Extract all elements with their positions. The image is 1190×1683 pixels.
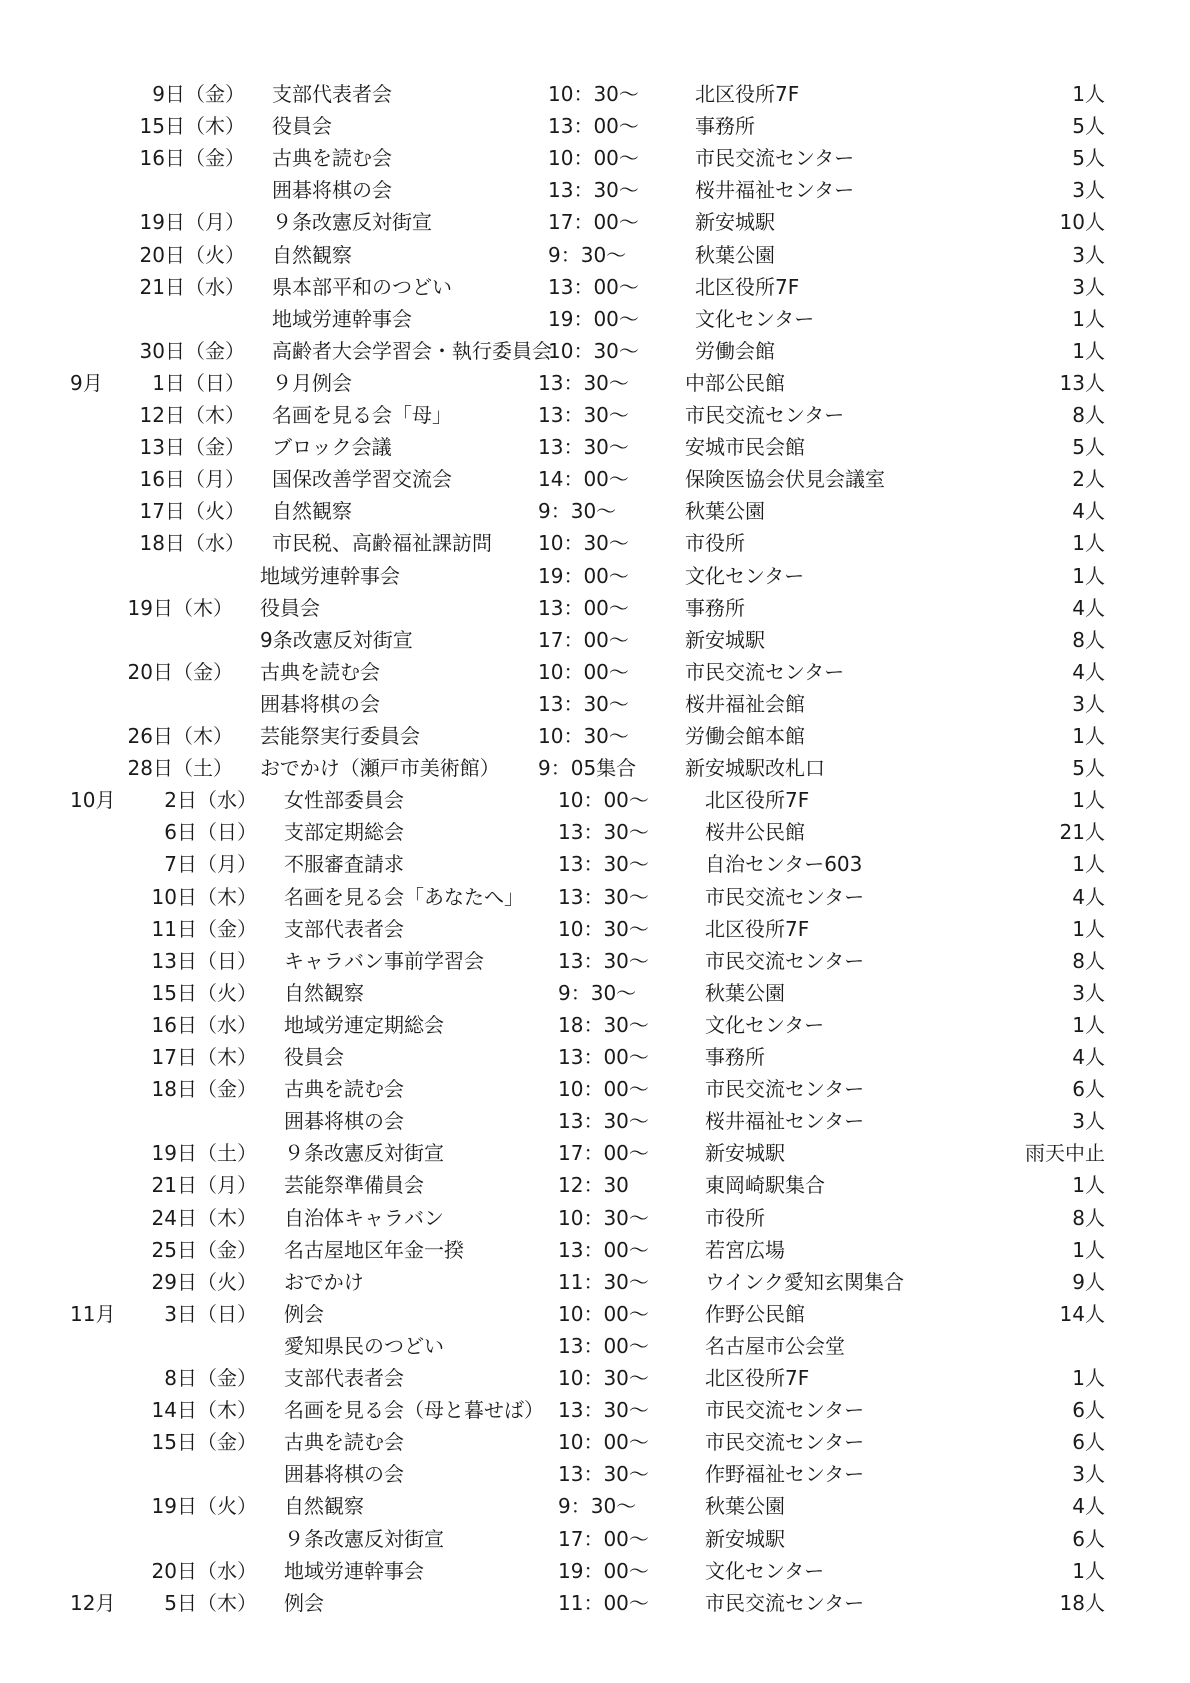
event-time: 13：30～ xyxy=(558,948,649,973)
month-label: 10月 xyxy=(70,788,116,813)
schedule-row xyxy=(0,1266,1190,1298)
date-cell: 21日（水） xyxy=(139,274,245,299)
attendee-count: 3人 xyxy=(1072,178,1105,203)
date-cell: 14日（木） xyxy=(151,1398,257,1423)
event-place: 市民交流センター xyxy=(685,659,845,684)
event-place: 市民交流センター xyxy=(685,403,845,427)
event-time: 13：30～ xyxy=(558,820,649,845)
schedule-row xyxy=(0,239,1190,271)
event-name: ９条改憲反対街宣 xyxy=(284,1526,444,1551)
attendee-count: 6人 xyxy=(1072,1077,1105,1102)
event-time: 14：00～ xyxy=(538,467,629,492)
event-place: 秋葉公園 xyxy=(705,980,785,1005)
event-name: 名画を見る会「あなたへ」 xyxy=(284,884,524,909)
schedule-row xyxy=(0,1009,1190,1041)
event-name: 愛知県民のつどい xyxy=(284,1333,444,1358)
schedule-row xyxy=(0,624,1190,656)
event-time: 10：00～ xyxy=(558,1301,649,1326)
event-time: 13：30～ xyxy=(558,884,649,909)
event-name: キャラバン事前学習会 xyxy=(284,948,484,973)
event-place: 文化センター xyxy=(685,563,805,588)
event-time: 10：00～ xyxy=(548,146,639,171)
event-name: 自然観察 xyxy=(284,980,364,1005)
event-name: 地域労連幹事会 xyxy=(260,563,400,588)
attendee-count: 1人 xyxy=(1072,1012,1105,1037)
event-place: 市民交流センター xyxy=(705,1077,865,1102)
event-place: 新安城駅改札口 xyxy=(685,756,825,781)
event-place: 文化センター xyxy=(705,1558,825,1583)
date-cell: 10日（木） xyxy=(151,884,257,909)
attendee-count: 1人 xyxy=(1072,1558,1105,1583)
date-cell: 19日（火） xyxy=(151,1494,257,1519)
event-name: 自然観察 xyxy=(272,242,352,267)
attendee-count: 5人 xyxy=(1072,435,1105,460)
attendee-count: 1人 xyxy=(1072,82,1105,106)
event-time: 13：30～ xyxy=(548,178,639,203)
attendee-count: 13人 xyxy=(1059,370,1105,395)
schedule-row xyxy=(0,1330,1190,1362)
event-name: 囲碁将棋の会 xyxy=(284,1109,404,1134)
attendee-count: 3人 xyxy=(1072,691,1105,716)
attendee-count: 6人 xyxy=(1072,1430,1105,1455)
event-name: おでかけ xyxy=(284,1269,364,1294)
schedule-row xyxy=(0,720,1190,752)
event-place: 市民交流センター xyxy=(705,1430,865,1455)
event-time: 17：00～ xyxy=(548,210,639,235)
schedule-row xyxy=(0,560,1190,592)
event-name: 古典を読む会 xyxy=(260,659,380,684)
event-time: 13：30～ xyxy=(538,370,629,395)
schedule-row xyxy=(0,271,1190,303)
attendee-count: 4人 xyxy=(1072,1494,1105,1519)
date-cell: 16日（月） xyxy=(139,467,245,492)
attendee-count: 10人 xyxy=(1059,210,1105,235)
event-place: 新安城駅 xyxy=(705,1526,785,1551)
event-place: 若宮広場 xyxy=(705,1237,785,1262)
event-time: 13：00～ xyxy=(558,1333,649,1358)
schedule-row xyxy=(0,399,1190,431)
event-name: 女性部委員会 xyxy=(284,788,404,813)
event-name: 不服審査請求 xyxy=(284,852,404,877)
event-time: 13：30～ xyxy=(538,403,629,427)
date-cell: 30日（金） xyxy=(139,338,245,363)
schedule-row xyxy=(0,1202,1190,1234)
attendee-count: 1人 xyxy=(1072,1366,1105,1390)
event-time: 11：30～ xyxy=(558,1269,649,1294)
schedule-row xyxy=(0,174,1190,206)
attendee-count: 1人 xyxy=(1072,306,1105,331)
event-name: 国保改善学習交流会 xyxy=(272,467,452,492)
schedule-row xyxy=(0,1105,1190,1137)
attendee-count: 1人 xyxy=(1072,338,1105,363)
schedule-row xyxy=(0,527,1190,559)
event-name: 高齢者大会学習会・執行委員会 xyxy=(272,338,552,363)
event-place: 桜井福祉センター xyxy=(705,1109,865,1134)
event-place: 事務所 xyxy=(705,1045,765,1069)
schedule-row xyxy=(0,688,1190,720)
event-place: 事務所 xyxy=(685,595,745,620)
event-name: 囲碁将棋の会 xyxy=(284,1462,404,1487)
event-time: 13：30～ xyxy=(558,1109,649,1134)
event-name: 地域労連定期総会 xyxy=(284,1012,444,1037)
schedule-row xyxy=(0,784,1190,816)
event-time: 10：00～ xyxy=(558,1077,649,1102)
event-time: 17：00～ xyxy=(558,1141,649,1166)
event-time: 13：00～ xyxy=(548,274,639,299)
event-time: 10：30～ xyxy=(558,1366,649,1390)
date-cell: 25日（金） xyxy=(151,1237,257,1262)
event-time: 10：30～ xyxy=(558,916,649,941)
attendee-count: 8人 xyxy=(1072,948,1105,973)
event-time: 18：30～ xyxy=(558,1012,649,1037)
event-time: 10：00～ xyxy=(558,1430,649,1455)
event-place: ウインク愛知玄関集合 xyxy=(705,1269,904,1294)
date-cell: 13日（日） xyxy=(151,948,257,973)
attendee-count: 5人 xyxy=(1072,114,1105,139)
event-time: 9：30～ xyxy=(538,499,617,524)
month-label: 11月 xyxy=(70,1301,116,1326)
attendee-count: 3人 xyxy=(1072,1462,1105,1487)
schedule-row xyxy=(0,977,1190,1009)
schedule-row xyxy=(0,913,1190,945)
event-name: 例会 xyxy=(284,1301,324,1326)
date-cell: 24日（木） xyxy=(151,1205,257,1230)
event-time: 11：00～ xyxy=(558,1590,649,1615)
event-place: 名古屋市公会堂 xyxy=(705,1333,845,1358)
event-name: 役員会 xyxy=(284,1045,344,1069)
event-name: 9条改憲反対街宣 xyxy=(260,627,413,652)
event-place: 文化センター xyxy=(695,306,815,331)
event-place: 北区役所7F xyxy=(695,82,800,106)
event-name: 囲碁将棋の会 xyxy=(260,691,380,716)
schedule-row xyxy=(0,1587,1190,1619)
date-cell: 17日（木） xyxy=(151,1045,257,1069)
attendee-count: 雨天中止 xyxy=(1025,1141,1105,1166)
schedule-row xyxy=(0,367,1190,399)
event-place: 市民交流センター xyxy=(695,146,855,171)
event-name: 例会 xyxy=(284,1590,324,1615)
event-name: 芸能祭実行委員会 xyxy=(260,724,420,748)
event-name: ９条改憲反対街宣 xyxy=(284,1141,444,1166)
event-time: 17：00～ xyxy=(558,1526,649,1551)
attendee-count: 1人 xyxy=(1072,724,1105,748)
schedule-row xyxy=(0,1298,1190,1330)
event-place: 秋葉公園 xyxy=(695,242,775,267)
event-time: 13：30～ xyxy=(558,1462,649,1487)
date-cell: 1日（日） xyxy=(152,370,245,395)
schedule-row xyxy=(0,881,1190,913)
event-place: 市民交流センター xyxy=(705,1398,865,1423)
event-name: 自治体キャラバン xyxy=(284,1205,444,1230)
date-cell: 15日（火） xyxy=(151,980,257,1005)
attendee-count: 8人 xyxy=(1072,1205,1105,1230)
event-place: 市民交流センター xyxy=(705,884,865,909)
event-place: 市役所 xyxy=(685,531,745,556)
date-cell: 26日（木） xyxy=(127,724,233,748)
event-place: 自治センター603 xyxy=(705,852,863,877)
date-cell: 20日（水） xyxy=(151,1558,257,1583)
event-place: 北区役所7F xyxy=(695,274,800,299)
event-place: 作野福祉センター xyxy=(705,1462,865,1487)
event-time: 10：00～ xyxy=(538,659,629,684)
event-time: 19：00～ xyxy=(548,306,639,331)
attendee-count: 18人 xyxy=(1059,1590,1105,1615)
event-place: 秋葉公園 xyxy=(685,499,765,524)
attendee-count: 1人 xyxy=(1072,916,1105,941)
event-time: 13：00～ xyxy=(548,114,639,139)
attendee-count: 1人 xyxy=(1072,531,1105,556)
date-cell: 6日（日） xyxy=(164,820,257,845)
event-place: 桜井公民館 xyxy=(705,820,805,845)
month-label: 12月 xyxy=(70,1590,116,1615)
event-name: ９月例会 xyxy=(272,370,352,395)
event-place: 北区役所7F xyxy=(705,916,810,941)
date-cell: 7日（月） xyxy=(164,852,257,877)
event-time: 13：00～ xyxy=(538,595,629,620)
date-cell: 16日（金） xyxy=(139,146,245,171)
schedule-row xyxy=(0,1137,1190,1169)
attendee-count: 4人 xyxy=(1072,499,1105,524)
schedule-row xyxy=(0,335,1190,367)
schedule-row xyxy=(0,431,1190,463)
attendee-count: 2人 xyxy=(1072,467,1105,492)
attendee-count: 5人 xyxy=(1072,756,1105,781)
event-name: 支部代表者会 xyxy=(284,916,404,941)
event-place: 新安城駅 xyxy=(695,210,775,235)
schedule-row xyxy=(0,78,1190,110)
schedule-row xyxy=(0,1362,1190,1394)
date-cell: 16日（水） xyxy=(151,1012,257,1037)
date-cell: 19日（月） xyxy=(139,210,245,235)
event-name: 支部代表者会 xyxy=(284,1366,404,1390)
event-time: 10：30～ xyxy=(558,1205,649,1230)
attendee-count: 1人 xyxy=(1072,563,1105,588)
event-time: 10：30～ xyxy=(548,338,639,363)
date-cell: 17日（火） xyxy=(139,499,245,524)
event-time: 12：30 xyxy=(558,1173,629,1198)
event-time: 13：30～ xyxy=(538,691,629,716)
date-cell: 18日（水） xyxy=(139,531,245,556)
event-place: 市役所 xyxy=(705,1205,765,1230)
event-place: 安城市民会館 xyxy=(685,435,805,460)
event-name: 囲碁将棋の会 xyxy=(272,178,392,203)
event-name: 役員会 xyxy=(272,114,332,139)
event-time: 13：30～ xyxy=(538,435,629,460)
schedule-row xyxy=(0,206,1190,238)
date-cell: 28日（土） xyxy=(127,756,233,781)
schedule-row xyxy=(0,110,1190,142)
event-name: 古典を読む会 xyxy=(284,1430,404,1455)
schedule-row xyxy=(0,1426,1190,1458)
attendee-count: 4人 xyxy=(1072,595,1105,620)
attendee-count: 6人 xyxy=(1072,1398,1105,1423)
event-place: 事務所 xyxy=(695,114,755,139)
event-name: 市民税、高齢福祉課訪問 xyxy=(272,531,492,556)
date-cell: 21日（月） xyxy=(151,1173,257,1198)
event-time: 17：00～ xyxy=(538,627,629,652)
event-time: 10：30～ xyxy=(538,724,629,748)
date-cell: 12日（木） xyxy=(139,403,245,427)
event-time: 9：30～ xyxy=(558,1494,637,1519)
schedule-row xyxy=(0,752,1190,784)
attendee-count: 4人 xyxy=(1072,1045,1105,1069)
event-place: 労働会館本館 xyxy=(685,724,805,748)
event-place: 新安城駅 xyxy=(705,1141,785,1166)
schedule-row xyxy=(0,1490,1190,1522)
attendee-count: 21人 xyxy=(1059,820,1105,845)
schedule-row xyxy=(0,945,1190,977)
schedule-row xyxy=(0,1041,1190,1073)
date-cell: 15日（金） xyxy=(151,1430,257,1455)
schedule-row xyxy=(0,463,1190,495)
event-time: 13：00～ xyxy=(558,1045,649,1069)
event-time: 13：00～ xyxy=(558,1237,649,1262)
event-time: 9：30～ xyxy=(548,242,627,267)
event-place: 文化センター xyxy=(705,1012,825,1037)
attendee-count: 1人 xyxy=(1072,852,1105,877)
event-time: 9：05集合 xyxy=(538,756,637,781)
event-name: おでかけ（瀬戸市美術館） xyxy=(260,756,500,781)
attendee-count: 3人 xyxy=(1072,1109,1105,1134)
event-name: 自然観察 xyxy=(272,499,352,524)
event-place: 労働会館 xyxy=(695,338,775,363)
date-cell: 19日（土） xyxy=(151,1141,257,1166)
event-time: 10：30～ xyxy=(548,82,639,106)
schedule-row xyxy=(0,1555,1190,1587)
attendee-count: 14人 xyxy=(1059,1301,1105,1326)
event-name: 名画を見る会「母」 xyxy=(272,403,452,427)
event-name: 地域労連幹事会 xyxy=(284,1558,424,1583)
schedule-row xyxy=(0,1523,1190,1555)
attendee-count: 5人 xyxy=(1072,146,1105,171)
event-place: 市民交流センター xyxy=(705,948,865,973)
event-place: 東岡崎駅集合 xyxy=(705,1173,825,1198)
schedule-row xyxy=(0,495,1190,527)
attendee-count: 6人 xyxy=(1072,1526,1105,1551)
event-name: ９条改憲反対街宣 xyxy=(272,210,432,235)
event-place: 北区役所7F xyxy=(705,788,810,813)
date-cell: 2日（水） xyxy=(164,788,257,813)
attendee-count: 1人 xyxy=(1072,1173,1105,1198)
attendee-count: 4人 xyxy=(1072,884,1105,909)
event-name: 古典を読む会 xyxy=(284,1077,404,1102)
event-name: 古典を読む会 xyxy=(272,146,392,171)
event-time: 19：00～ xyxy=(558,1558,649,1583)
event-place: 桜井福祉会館 xyxy=(685,691,805,716)
event-name: 支部定期総会 xyxy=(284,820,404,845)
event-place: 保険医協会伏見会議室 xyxy=(685,467,885,492)
event-time: 19：00～ xyxy=(538,563,629,588)
event-name: ブロック会議 xyxy=(272,435,392,460)
date-cell: 8日（金） xyxy=(164,1366,257,1390)
event-place: 桜井福祉センター xyxy=(695,178,855,203)
attendee-count: 9人 xyxy=(1072,1269,1105,1294)
date-cell: 13日（金） xyxy=(139,435,245,460)
date-cell: 20日（火） xyxy=(139,242,245,267)
event-place: 秋葉公園 xyxy=(705,1494,785,1519)
event-place: 作野公民館 xyxy=(705,1301,805,1326)
event-name: 名画を見る会（母と暮せば） xyxy=(284,1398,544,1423)
attendee-count: 1人 xyxy=(1072,1237,1105,1262)
event-name: 芸能祭準備員会 xyxy=(284,1173,424,1198)
attendee-count: 4人 xyxy=(1072,659,1105,684)
event-place: 新安城駅 xyxy=(685,627,765,652)
schedule-row xyxy=(0,592,1190,624)
attendee-count: 3人 xyxy=(1072,242,1105,267)
attendee-count: 8人 xyxy=(1072,403,1105,427)
event-time: 10：00～ xyxy=(558,788,649,813)
event-name: 支部代表者会 xyxy=(272,82,392,106)
event-place: 中部公民館 xyxy=(685,370,785,395)
schedule-row xyxy=(0,303,1190,335)
date-cell: 9日（金） xyxy=(152,82,245,106)
schedule-row xyxy=(0,1169,1190,1201)
date-cell: 15日（木） xyxy=(139,114,245,139)
date-cell: 18日（金） xyxy=(151,1077,257,1102)
event-time: 9：30～ xyxy=(558,980,637,1005)
month-label: 9月 xyxy=(70,370,103,395)
date-cell: 5日（木） xyxy=(164,1590,257,1615)
schedule-row xyxy=(0,848,1190,880)
date-cell: 19日（木） xyxy=(127,595,233,620)
event-name: 自然観察 xyxy=(284,1494,364,1519)
event-name: 役員会 xyxy=(260,595,320,620)
schedule-row xyxy=(0,816,1190,848)
schedule-row xyxy=(0,1458,1190,1490)
schedule-row xyxy=(0,1394,1190,1426)
event-name: 県本部平和のつどい xyxy=(272,274,452,299)
date-cell: 20日（金） xyxy=(127,659,233,684)
event-time: 10：30～ xyxy=(538,531,629,556)
schedule-row xyxy=(0,1073,1190,1105)
attendee-count: 3人 xyxy=(1072,274,1105,299)
schedule-row xyxy=(0,142,1190,174)
schedule-row xyxy=(0,1234,1190,1266)
event-name: 地域労連幹事会 xyxy=(272,306,412,331)
date-cell: 29日（火） xyxy=(151,1269,257,1294)
event-time: 13：30～ xyxy=(558,1398,649,1423)
event-time: 13：30～ xyxy=(558,852,649,877)
event-place: 市民交流センター xyxy=(705,1590,865,1615)
date-cell: 11日（金） xyxy=(151,916,257,941)
event-name: 名古屋地区年金一揆 xyxy=(284,1237,464,1262)
attendee-count: 1人 xyxy=(1072,788,1105,813)
attendee-count: 3人 xyxy=(1072,980,1105,1005)
date-cell: 3日（日） xyxy=(164,1301,257,1326)
event-place: 北区役所7F xyxy=(705,1366,810,1390)
attendee-count: 8人 xyxy=(1072,627,1105,652)
schedule-row xyxy=(0,656,1190,688)
